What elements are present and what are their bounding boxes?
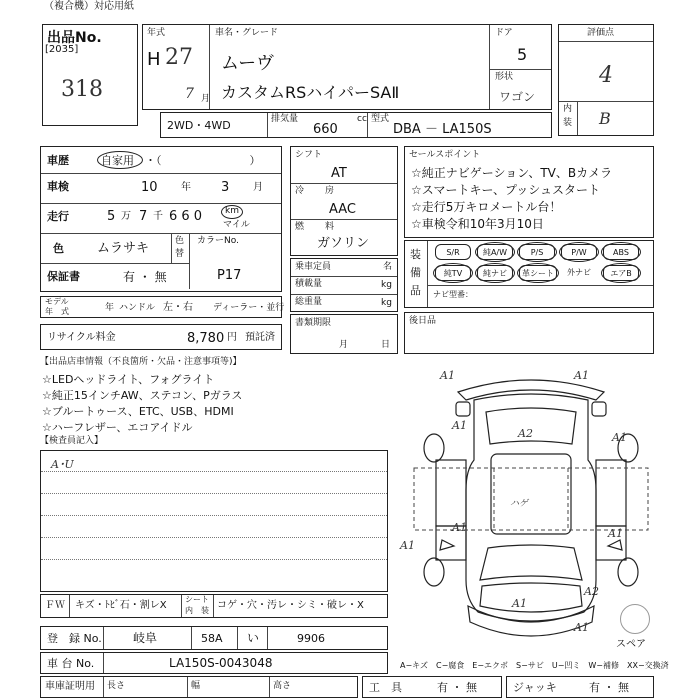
certificate-label: 車庫証明用	[45, 681, 95, 692]
shift-label: シフト	[295, 150, 323, 160]
lot-box	[42, 24, 138, 126]
exhibitor-label: 【出品店車情報（不良箇所・欠品・注意事項等)】	[40, 357, 242, 367]
diagram-a1-rear-left: A1	[440, 369, 455, 382]
defects-seat-1: シート	[185, 595, 209, 604]
mileage-label: 走行	[47, 210, 69, 223]
door-value: 5	[517, 45, 528, 64]
model-year-label-2: 年 式	[45, 307, 69, 316]
equipment-label-2: 備	[410, 266, 421, 279]
equip-navi: 純ナビ	[477, 265, 513, 281]
score-box	[558, 24, 654, 136]
defects-row	[40, 594, 388, 618]
score-label: 評価点	[587, 28, 615, 38]
inspection-label: 車検	[47, 180, 69, 193]
inspection-month: 3	[221, 180, 230, 195]
equip-tv: 純TV	[435, 265, 471, 281]
equip-sr: S/R	[435, 244, 471, 260]
equip-alloy-wheel: 純A/W	[477, 244, 513, 260]
shift-box	[290, 146, 398, 256]
model-name: ムーヴ	[221, 53, 275, 74]
sales-point-1: ☆純正ナビゲーション、TV、Bカメラ	[411, 166, 613, 180]
mileage-mile: マイル	[223, 220, 250, 230]
aircon-value: AAC	[329, 202, 356, 217]
inspector-note: A･U	[51, 458, 74, 471]
diagram-a2-roof: A2	[518, 427, 533, 440]
spare-tire-icon	[620, 604, 650, 634]
diagram-a1-right-front: A1	[608, 527, 623, 540]
interior-value: B	[599, 109, 611, 128]
jack-label: ジャッキ	[513, 681, 557, 694]
fuel-value: ガソリン	[317, 236, 370, 251]
door-label: ドア	[495, 28, 513, 38]
model-label: 車名・グレード	[215, 28, 279, 38]
certificate-length: 長さ	[107, 681, 126, 691]
form-title: （複合機）対応用紙	[44, 1, 134, 12]
year-month-unit: 月	[201, 94, 211, 104]
certificate-width: 幅	[191, 681, 201, 691]
equip-abs: ABS	[603, 244, 639, 260]
doc-period-month: 月	[339, 340, 349, 350]
registration-label: 登 録 No.	[47, 632, 102, 645]
diagram-side-note: ハゲ	[510, 499, 529, 509]
year-era: H	[147, 49, 161, 70]
model-grade: カスタムRSハイパーSAⅡ	[221, 83, 400, 102]
tools-row	[362, 676, 502, 698]
diagram-a2-right-bumper: A2	[584, 585, 599, 598]
year-month: 7	[185, 86, 194, 102]
equip-ps: P/S	[519, 244, 555, 260]
equipment-label-1: 装	[410, 248, 421, 261]
chassis-row	[40, 652, 388, 674]
aircon-label-1: 冷	[295, 186, 305, 196]
shape-value: ワゴン	[499, 90, 536, 104]
chassis-value: LA150S-0043048	[169, 656, 273, 670]
jack-value: 有 ・ 無	[589, 681, 629, 694]
lot-number: 318	[61, 77, 103, 102]
tools-label: 工 具	[369, 681, 402, 694]
type-label: 型式	[371, 114, 390, 124]
diagram-a1-right-quarter: A1	[612, 431, 627, 444]
equipment-box	[404, 240, 654, 308]
displacement-label: 排気量	[271, 114, 299, 124]
jack-row	[506, 676, 654, 698]
inspector-area	[40, 450, 388, 592]
load-unit: kg	[381, 280, 392, 290]
capacity-box	[290, 258, 398, 312]
recycle-value: 8,780	[187, 331, 225, 346]
equip-ext-navi: 外ナビ	[567, 268, 591, 277]
diagram-a1-front-bumper: A1	[512, 597, 527, 610]
vehicle-header-box	[142, 24, 552, 110]
load-label: 積載量	[295, 279, 323, 289]
mileage-km: km	[225, 206, 239, 216]
warranty-value: 有 ・ 無	[123, 270, 167, 284]
diagram-a1-rear-right: A1	[574, 369, 589, 382]
mileage-sen-unit: 千	[153, 211, 163, 222]
year-label: 年式	[147, 28, 166, 38]
fuel-label-1: 燃	[295, 222, 305, 232]
mileage-rest: 6 6 0	[169, 209, 203, 224]
spec-row	[160, 112, 552, 138]
mileage-man-unit: 万	[121, 211, 131, 222]
notes-label: 後日品	[409, 316, 437, 326]
doc-period-label: 書類期限	[295, 318, 332, 328]
registration-place: 岐阜	[133, 631, 158, 645]
recycle-row	[40, 324, 282, 350]
history-label: 車歴	[47, 154, 69, 167]
lot-code: [2035]	[45, 44, 79, 55]
mileage-sen: 7	[139, 209, 148, 224]
sales-point-2: ☆スマートキー、プッシュスタート	[411, 183, 600, 197]
type-value: DBA － LA150S	[393, 122, 492, 137]
doc-period-box	[290, 314, 398, 354]
shift-value: AT	[331, 166, 347, 181]
equip-navi-model: ナビ型番：	[433, 290, 473, 299]
score-value: 4	[599, 63, 613, 88]
diagram-a1-left-front: A1	[400, 539, 415, 552]
details-block	[40, 146, 282, 292]
diagram-a1-left-quarter: A1	[452, 419, 467, 432]
warranty-label: 保証書	[47, 270, 80, 283]
exhibitor-item-2: ☆純正15インチAW、ステコン、Pガラス	[42, 389, 243, 402]
mileage-man: 5	[107, 209, 116, 224]
equip-airbag: エアB	[603, 265, 639, 281]
equip-pw: P/W	[561, 244, 597, 260]
seats-label: 乗車定員	[295, 262, 332, 272]
registration-row	[40, 626, 388, 650]
recycle-note: 預託済	[245, 332, 275, 343]
weight-unit: kg	[381, 298, 392, 308]
color-code: P17	[217, 268, 242, 283]
inspector-label: 【検査員記入】	[40, 436, 104, 446]
interior-label-1: 内	[563, 104, 573, 114]
exhibitor-item-1: ☆LEDヘッドライト、フォグライト	[42, 373, 215, 386]
registration-kana: い	[247, 631, 260, 645]
sales-point-3: ☆走行5万キロメートル台！	[411, 200, 562, 214]
aircon-label-2: 房	[325, 186, 335, 196]
interior-label-2: 装	[563, 118, 573, 128]
exhibitor-item-4: ☆ハーフレザー、エコアイドル	[42, 421, 193, 434]
model-year-year: 年	[105, 303, 115, 313]
model-year-handle-value: 左・右	[163, 302, 193, 313]
seats-unit: 名	[383, 262, 393, 272]
certificate-height: 高さ	[273, 681, 292, 691]
tools-value: 有 ・ 無	[437, 681, 477, 694]
equip-leather-seat: 革シート	[519, 265, 557, 281]
inspection-year: 10	[141, 180, 158, 195]
sales-point-4: ☆車検令和10年3月10日	[411, 217, 544, 231]
exhibitor-item-3: ☆ブルートゥース、ETC、USB、HDMI	[42, 405, 234, 418]
diagram-a1-front-right: A1	[574, 621, 589, 634]
lot-label: 出品No.	[47, 30, 102, 46]
defects-fw: ＦＷ	[45, 600, 65, 611]
diagram-a1-left-door: A1	[452, 521, 467, 534]
recycle-label: リサイクル料金	[47, 332, 116, 343]
damage-legend: A−キズ C−腐食 E−エクボ S−サビ U−凹ミ W−補修 XX−交換済	[400, 661, 669, 670]
certificate-row	[40, 676, 358, 698]
model-year-row	[40, 296, 285, 318]
notes-box	[404, 312, 654, 354]
sales-points-box	[404, 146, 654, 238]
inspection-month-unit: 月	[253, 182, 263, 193]
defects-items-2: コゲ・穴・汚レ・シミ・破レ・X	[217, 600, 364, 611]
model-year-handle: ハンドル	[119, 303, 156, 313]
history-own: 自家用	[101, 154, 134, 167]
registration-number: 9906	[297, 632, 325, 645]
defects-seat-2: 内 装	[185, 606, 209, 615]
history-paren: ・（ ）	[145, 154, 261, 167]
equipment-label-3: 品	[410, 284, 421, 297]
color-label: 色	[53, 242, 64, 255]
registration-class: 58A	[201, 632, 223, 645]
recycle-unit: 円	[227, 332, 237, 343]
spare-label: スペア	[616, 639, 646, 650]
sales-points-label: セールスポイント	[409, 150, 481, 160]
fuel-label-2: 料	[325, 222, 335, 232]
shape-label: 形状	[495, 72, 514, 82]
displacement-unit: cc	[357, 114, 367, 124]
defects-items-1: キズ・ﾄﾋﾞ石・割レX	[75, 600, 167, 611]
doc-period-day: 日	[381, 340, 391, 350]
weight-label: 総重量	[295, 297, 323, 307]
model-year-dealer: ディーラー・並行	[213, 303, 285, 313]
chassis-label: 車 台 No.	[47, 657, 95, 670]
color-change-1: 色	[175, 236, 185, 246]
model-year-label-1: モデル	[45, 297, 69, 306]
color-change-2: 替	[175, 249, 185, 259]
year-value: 27	[165, 45, 193, 70]
inspection-year-unit: 年	[181, 182, 191, 193]
displacement-value: 660	[313, 122, 338, 137]
color-value: ムラサキ	[97, 241, 150, 256]
color-code-label: カラーNo.	[197, 236, 239, 246]
drive-label: 2WD・4WD	[167, 119, 231, 132]
